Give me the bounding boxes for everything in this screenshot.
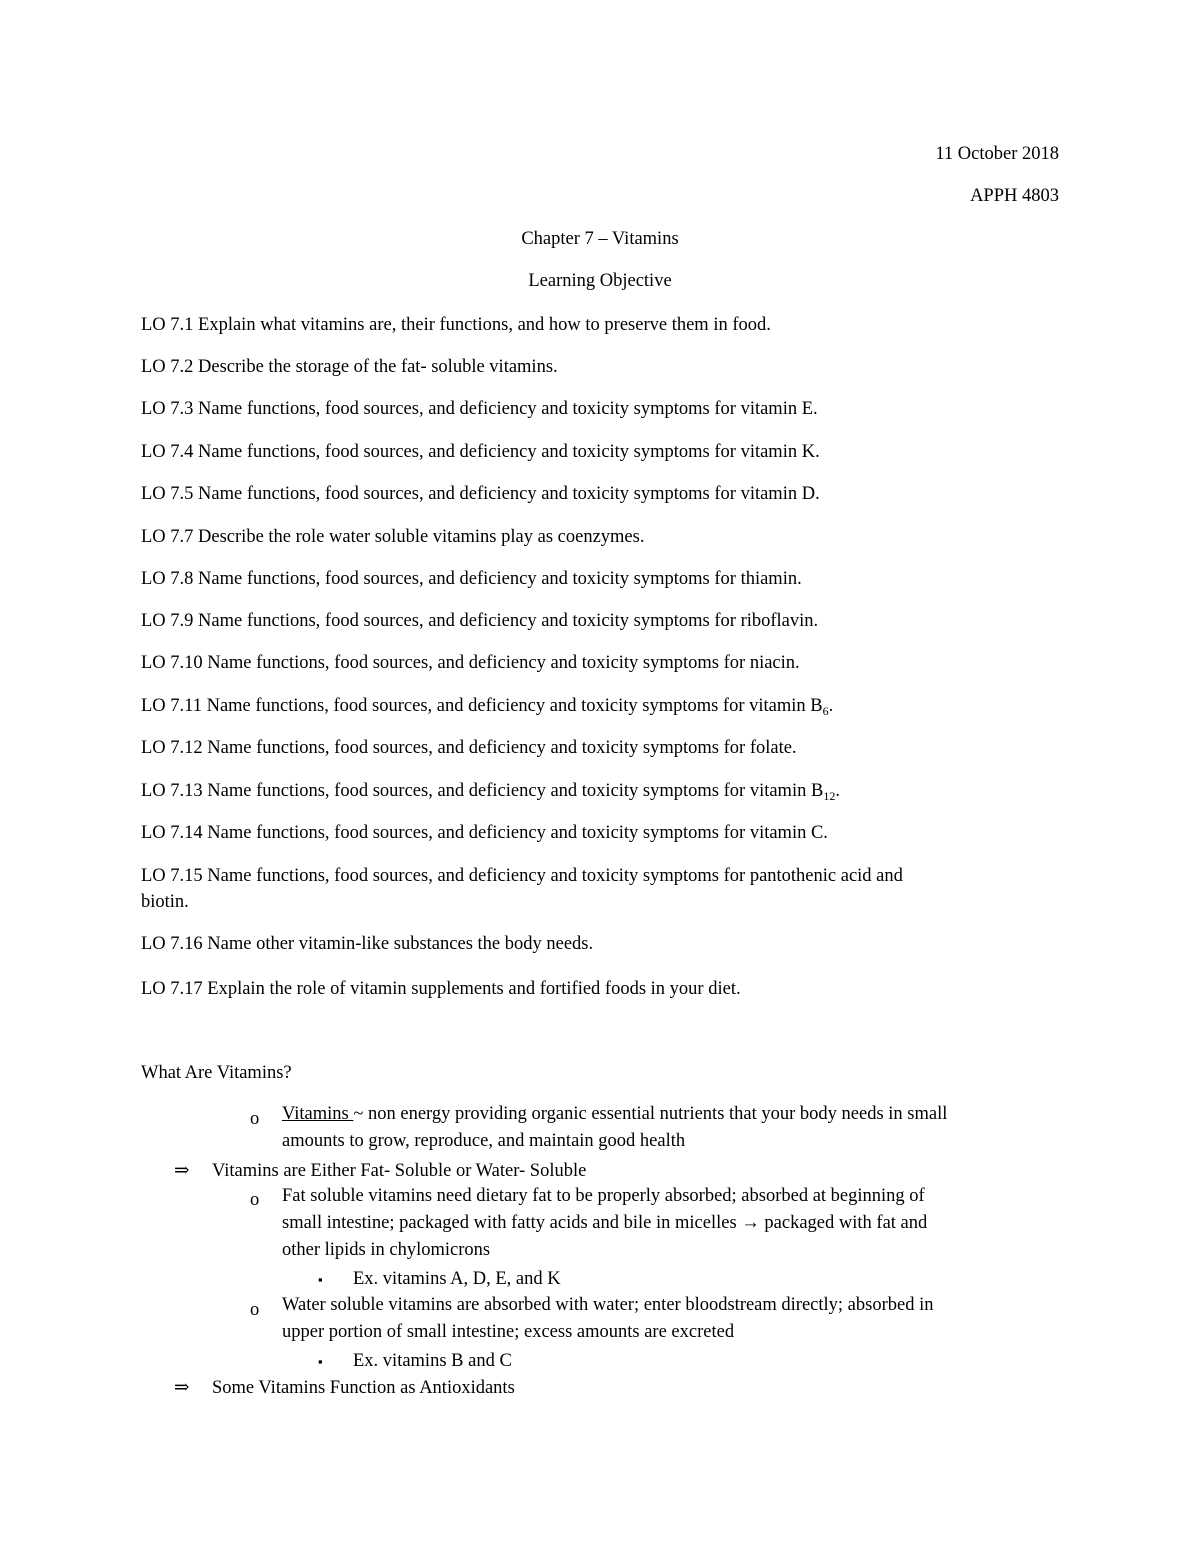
- objective-7-4: LO 7.4 Name functions, food sources, and deficiency and toxicity symptoms for vitamin K.: [141, 442, 820, 462]
- water-soluble-note: [282, 1292, 1072, 1346]
- objective-7-1: LO 7.1 Explain what vitamins are, their functions, and how to preserve them in food.: [141, 315, 771, 335]
- water-soluble-example: Ex. vitamins B and C: [353, 1351, 512, 1371]
- definition-text-continued: amounts to grow, reproduce, and maintain good health: [282, 1131, 686, 1151]
- objective-7-13-text: LO 7.13 Name functions, food sources, and deficiency and toxicity symptoms for vitamin B: [141, 781, 824, 801]
- fat-soluble-note: [282, 1183, 1072, 1264]
- double-arrow-icon: ⇒: [174, 1378, 190, 1398]
- double-arrow-icon: ⇒: [174, 1161, 190, 1181]
- objective-7-7: LO 7.7 Describe the role water soluble vitamins play as coenzymes.: [141, 527, 645, 547]
- objective-7-15-line2: biotin.: [141, 892, 189, 912]
- fat-soluble-example: Ex. vitamins A, D, E, and K: [353, 1269, 561, 1289]
- objective-7-16: LO 7.16 Name other vitamin-like substances the body needs.: [141, 934, 594, 954]
- vitamins-definition: [282, 1101, 1072, 1155]
- objective-7-12: LO 7.12 Name functions, food sources, and deficiency and toxicity symptoms for folate.: [141, 738, 797, 758]
- water-soluble-line1: Water soluble vitamins are absorbed with water; enter bloodstream directly; absorbed in: [282, 1295, 934, 1315]
- fat-soluble-line2a: small intestine; packaged with fatty acids and bile in micelles: [282, 1213, 742, 1233]
- fat-or-water-soluble-heading: Vitamins are Either Fat- Soluble or Water- Soluble: [212, 1161, 587, 1181]
- definition-text: ~ non energy providing organic essential nutrients that your body needs in small: [353, 1104, 948, 1124]
- objective-7-13: [141, 780, 840, 802]
- chapter-title: Chapter 7 – Vitamins: [521, 229, 679, 249]
- subscript: 12: [823, 789, 836, 803]
- fat-soluble-line3: other lipids in chylomicrons: [282, 1240, 491, 1260]
- objective-7-14: LO 7.14 Name functions, food sources, and deficiency and toxicity symptoms for vitamin C.: [141, 823, 828, 843]
- objective-7-17: LO 7.17 Explain the role of vitamin supplements and fortified foods in your diet.: [141, 979, 741, 999]
- subscript: 6: [822, 704, 829, 718]
- definition-term: Vitamins: [282, 1104, 354, 1124]
- fat-soluble-line1: Fat soluble vitamins need dietary fat to be properly absorbed; absorbed at beginning of: [282, 1186, 925, 1206]
- circle-bullet-icon: o: [250, 1190, 260, 1210]
- objective-7-11-text: LO 7.11 Name functions, food sources, and deficiency and toxicity symptoms for vitamin B: [141, 696, 823, 716]
- period: .: [828, 696, 834, 716]
- objective-7-2: LO 7.2 Describe the storage of the fat- soluble vitamins.: [141, 357, 558, 377]
- objective-7-8: LO 7.8 Name functions, food sources, and deficiency and toxicity symptoms for thiamin.: [141, 569, 802, 589]
- circle-bullet-icon: o: [250, 1109, 260, 1129]
- objective-7-3: LO 7.3 Name functions, food sources, and deficiency and toxicity symptoms for vitamin E.: [141, 399, 818, 419]
- fat-soluble-line2b: packaged with fat and: [759, 1213, 928, 1233]
- circle-bullet-icon: o: [250, 1300, 260, 1320]
- water-soluble-line2: upper portion of small intestine; excess amounts are excreted: [282, 1322, 735, 1342]
- right-arrow-icon: →: [741, 1213, 760, 1233]
- objective-7-11: [141, 695, 833, 717]
- notes-heading: What Are Vitamins?: [141, 1063, 292, 1083]
- antioxidants-heading: Some Vitamins Function as Antioxidants: [212, 1378, 515, 1398]
- square-bullet-icon: ▪: [318, 1272, 323, 1287]
- objective-7-10: LO 7.10 Name functions, food sources, and deficiency and toxicity symptoms for niacin.: [141, 653, 800, 673]
- objective-7-9: LO 7.9 Name functions, food sources, and deficiency and toxicity symptoms for riboflavin.: [141, 611, 819, 631]
- date: 11 October 2018: [935, 144, 1059, 164]
- period: .: [835, 781, 840, 801]
- square-bullet-icon: ▪: [318, 1354, 323, 1369]
- objective-7-5: LO 7.5 Name functions, food sources, and deficiency and toxicity symptoms for vitamin D.: [141, 484, 820, 504]
- section-subtitle: Learning Objective: [528, 271, 672, 291]
- objective-7-15-line1: LO 7.15 Name functions, food sources, and deficiency and toxicity symptoms for pantothenic acid and: [141, 866, 903, 886]
- course-code: APPH 4803: [970, 186, 1059, 206]
